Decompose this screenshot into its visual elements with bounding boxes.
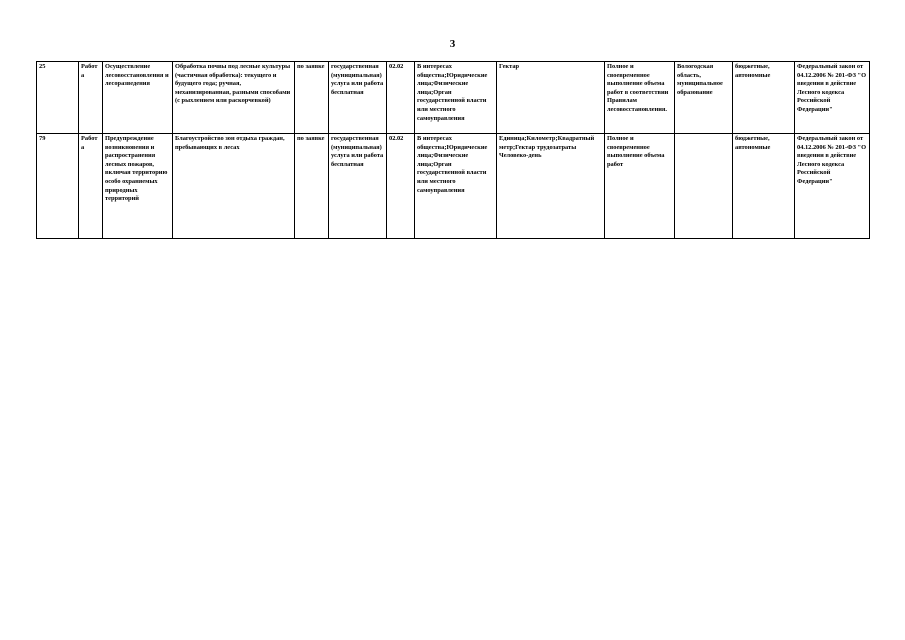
cell-okved: 02.02 [387,62,415,134]
cell-legal-basis: Федеральный закон от 04.12.2006 № 201-ФЗ "О введении в действие Лесного кодекса Российской Федерации" [795,134,870,239]
cell-form: по заявке [295,62,329,134]
cell-quality: Полное и своевременное выполнение объема работ в соответствии Правилам лесовосстановления. [605,62,675,134]
cell-region: Вологодская область, муниципальное образование [675,62,733,134]
cell-legal-basis: Федеральный закон от 04.12.2006 № 201-ФЗ "О введении в действие Лесного кодекса Российской Федерации" [795,62,870,134]
cell-code: 25 [37,62,79,134]
cell-form: по заявке [295,134,329,239]
cell-name: Осуществление лесовосстановления и лесоразведения [103,62,173,134]
cell-content: Благоустройство зон отдыха граждан, пребывающих в лесах [173,134,295,239]
cell-quality: Полное и своевременное выполнение объема работ [605,134,675,239]
cell-consumers: В интересах общества;Юридические лица;Физические лица;Орган государственной власти или местного самоуправления [415,62,497,134]
cell-status: государственная (муниципальная) услуга или работа бесплатная [329,134,387,239]
cell-status: государственная (муниципальная) услуга или работа бесплатная [329,62,387,134]
cell-units: Гектар [497,62,605,134]
registry-table [36,61,870,239]
cell-code: 79 [37,134,79,239]
cell-consumers: В интересах общества;Юридические лица;Физические лица;Орган государственной власти или местного самоуправления [415,134,497,239]
cell-region [675,134,733,239]
table-row [37,134,870,239]
cell-institution-types: бюджетные, автономные [733,134,795,239]
table-row [37,62,870,134]
cell-units: Единица;Километр;Квадратный метр;Гектар трудозатраты Человеко-день [497,134,605,239]
page-number: 3 [449,38,456,50]
cell-type: Работа [79,62,103,134]
cell-institution-types: бюджетные, автономные [733,62,795,134]
cell-type: Работа [79,134,103,239]
cell-name: Предупреждение возникновения и распространения лесных пожаров, включая территорию особо охраняемых природных территорий [103,134,173,239]
cell-okved: 02.02 [387,134,415,239]
cell-content: Обработка почвы под лесные культуры (частичная обработка): текущего и будущего года; ручная, механизированная, разными способами (с рыхлением или раскорчевкой) [173,62,295,134]
